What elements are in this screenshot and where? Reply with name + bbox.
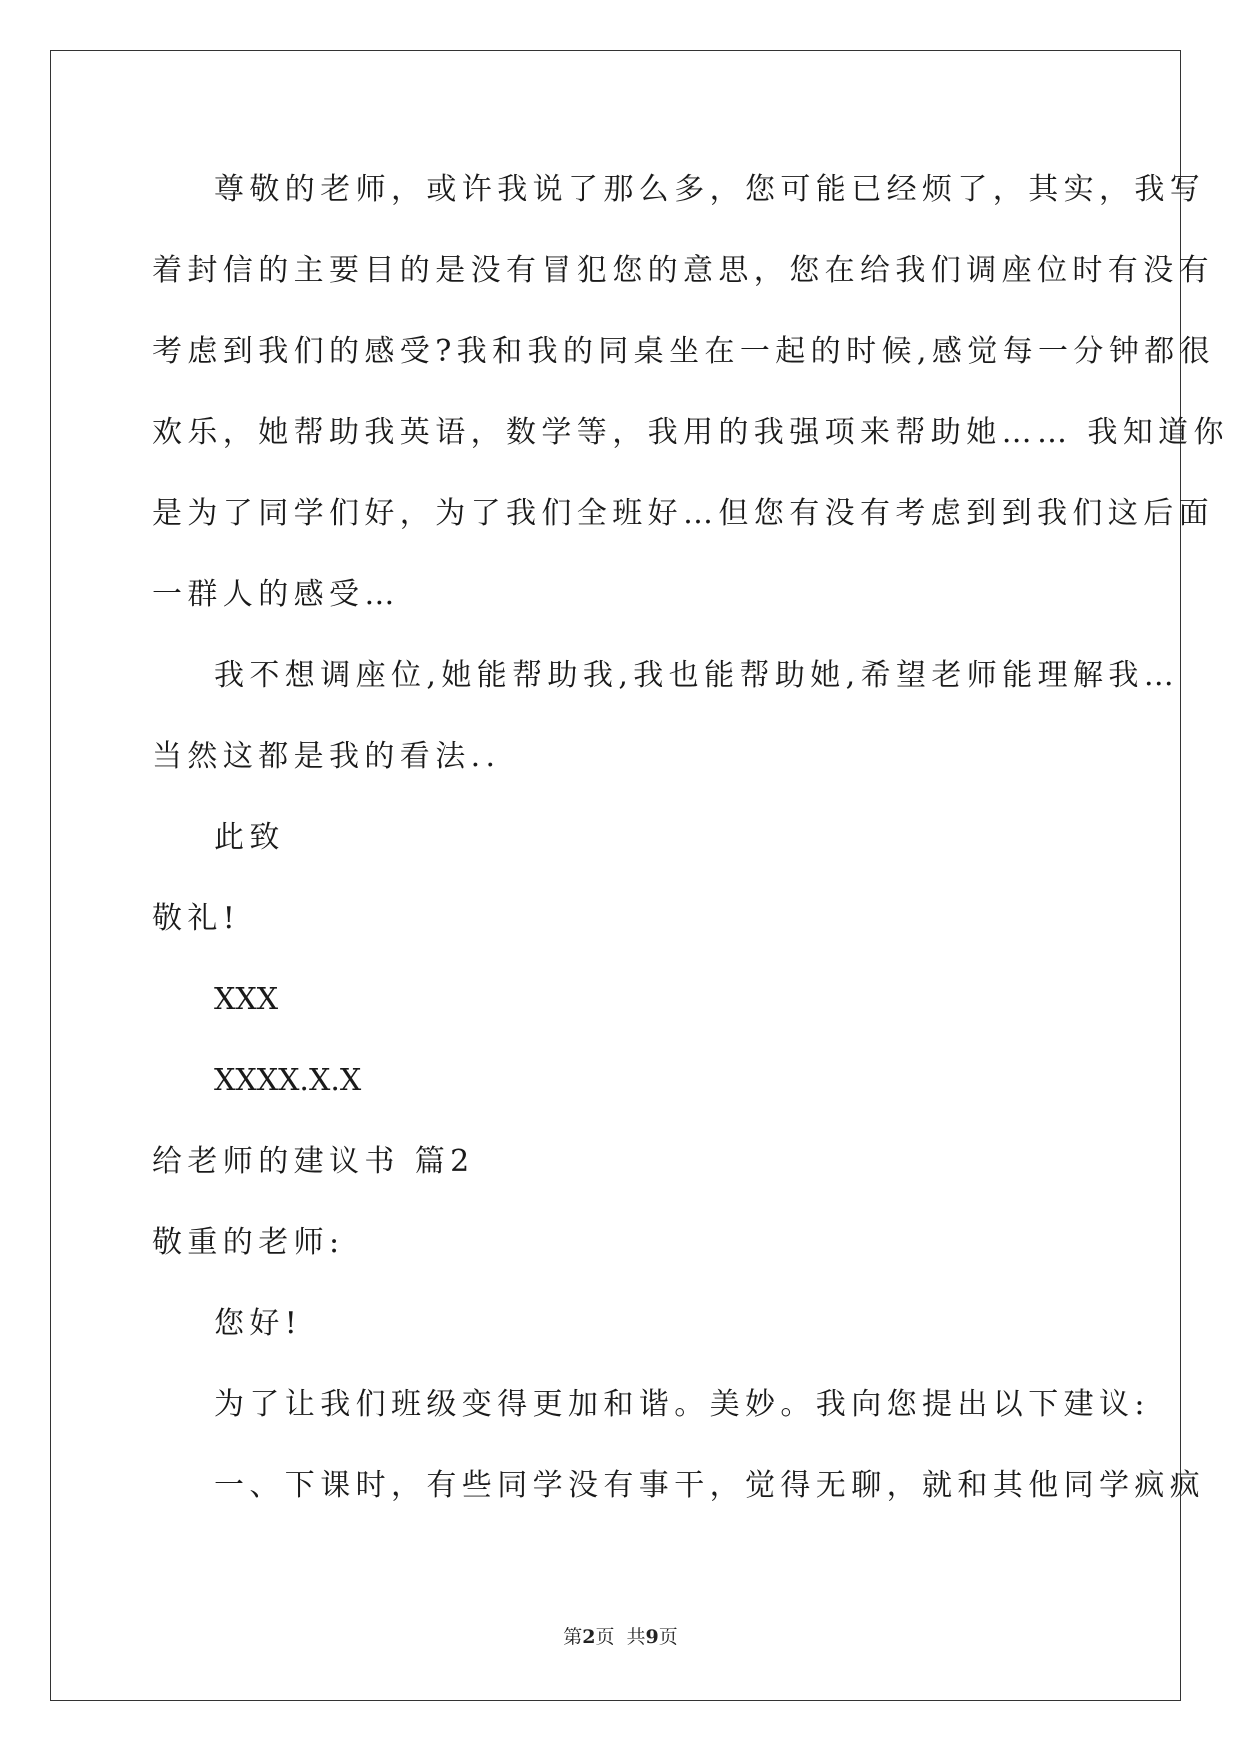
text-line: 是为了同学们好，为了我们全班好…但您有没有考虑到到我们这后面 <box>152 496 1214 531</box>
text-line: 着封信的主要目的是没有冒犯您的意思，您在给我们调座位时有没有 <box>152 253 1214 288</box>
salutation-closing: 此致 <box>214 820 285 855</box>
text-line: 欢乐，她帮助我英语，数学等，我用的我强项来帮助她…… 我知道你 <box>152 415 1229 450</box>
text-line: 考虑到我们的感受?我和我的同桌坐在一起的时候,感觉每一分钟都很 <box>152 334 1216 369</box>
total-page-number: 9 <box>645 1626 659 1648</box>
text-line: 尊敬的老师，或许我说了那么多，您可能已经烦了，其实，我写 <box>214 172 1206 207</box>
signature-date: XXXX.X.X <box>214 1063 362 1098</box>
text-line: 一、下课时，有些同学没有事干，觉得无聊，就和其他同学疯疯 <box>214 1468 1206 1503</box>
signature-name: XXX <box>214 982 279 1017</box>
section-heading: 给老师的建议书 篇2 <box>152 1144 475 1179</box>
document-body <box>152 160 1229 1537</box>
footer-middle: 页 共 <box>595 1626 646 1648</box>
text-line: 为了让我们班级变得更加和谐。美妙。我向您提出以下建议: <box>214 1387 1150 1422</box>
footer-prefix: 第 <box>563 1626 583 1648</box>
footer-suffix: 页 <box>658 1626 678 1648</box>
text-line: 一群人的感受… <box>152 577 400 612</box>
text-line: 当然这都是我的看法.. <box>152 739 501 774</box>
current-page-number: 2 <box>582 1626 596 1648</box>
text-line: 我不想调座位,她能帮助我,我也能帮助她,希望老师能理解我… <box>214 658 1180 693</box>
text-line: 您好! <box>214 1306 303 1341</box>
page-footer <box>0 1622 1241 1649</box>
salutation-regards: 敬礼! <box>152 901 241 936</box>
letter-greeting: 敬重的老师: <box>152 1225 345 1260</box>
